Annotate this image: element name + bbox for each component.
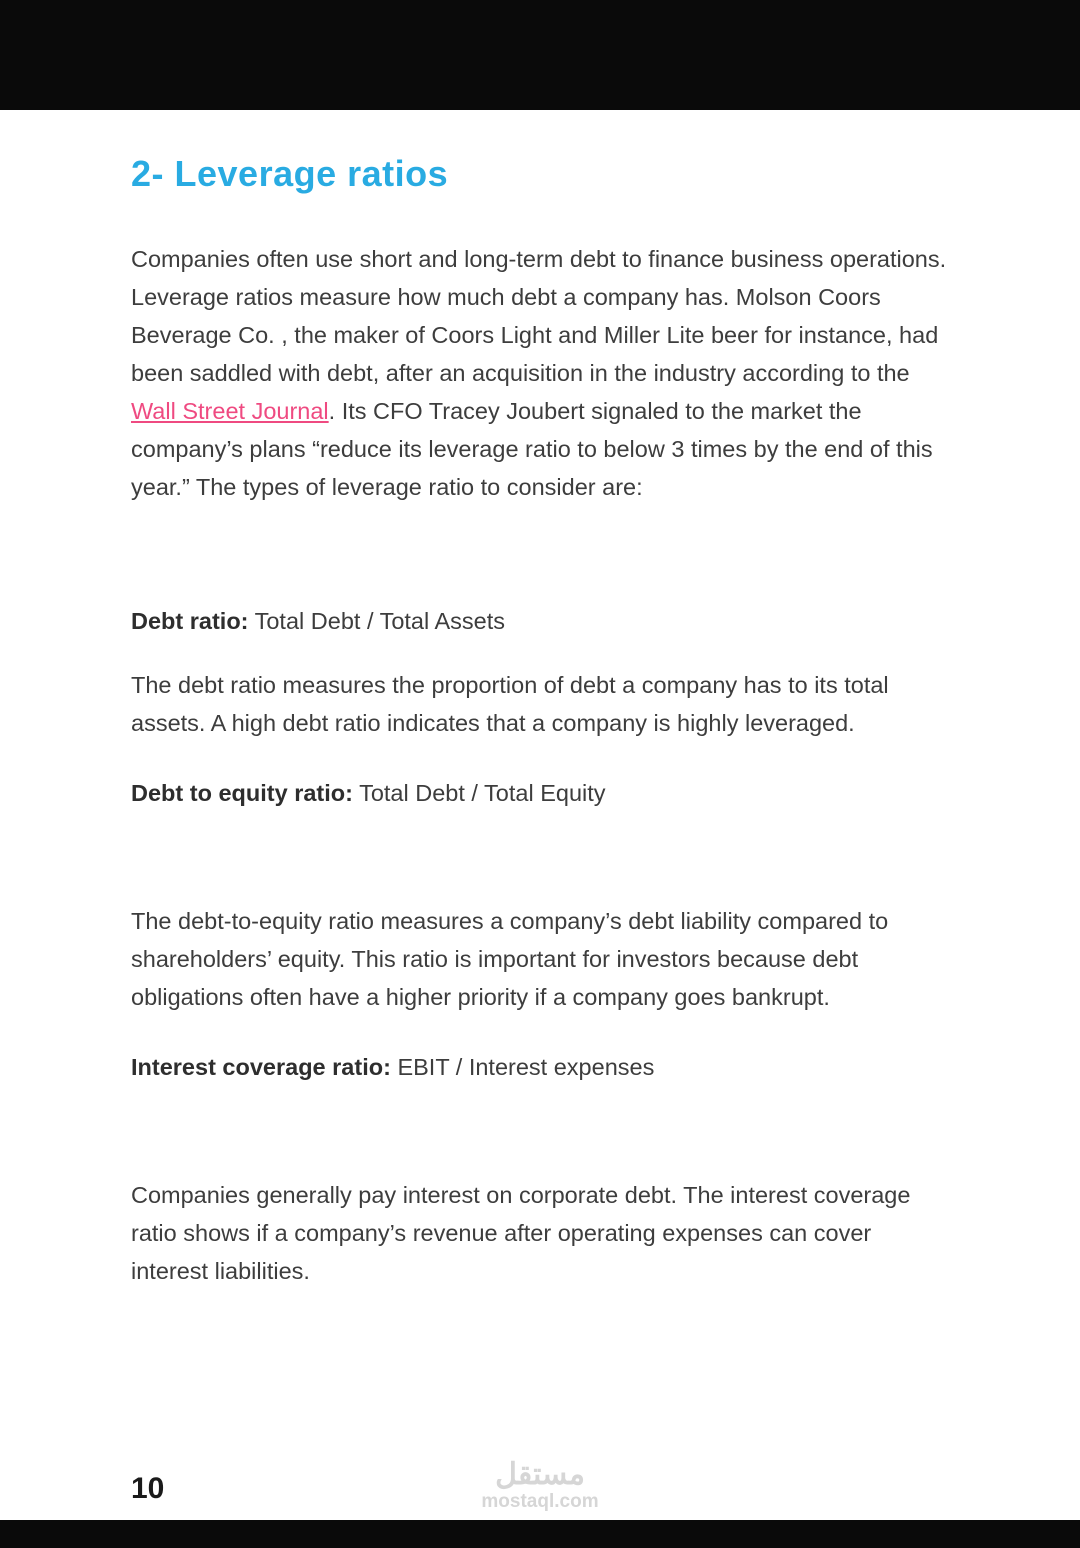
debt-ratio-heading-line [131, 602, 949, 640]
debt-to-equity-heading: Debt to equity ratio: [131, 780, 353, 806]
debt-ratio-body: The debt ratio measures the proportion of debt a company has to its total assets. A high debt ratio indicates that a company is highly leveraged. [131, 672, 889, 736]
watermark-latin-text: mostaql.com [481, 1491, 599, 1512]
page-content [0, 110, 1080, 1290]
debt-to-equity-body: The debt-to-equity ratio measures a company’s debt liability compared to shareholders’ equity. This ratio is important for investors because debt obligations often have a higher priority if a company goes bankrupt. [131, 908, 889, 1010]
document-page [0, 110, 1080, 1520]
interest-coverage-heading: Interest coverage ratio: [131, 1054, 391, 1080]
debt-ratio-heading: Debt ratio: [131, 608, 249, 634]
debt-ratio-formula: Total Debt / Total Assets [254, 608, 505, 634]
interest-coverage-heading-line [131, 1048, 949, 1086]
intro-text-before: Companies often use short and long-term debt to finance business operations. Leverage ratios measure how much debt a company has. Molson Coors Beverage Co. , the maker of Coors Light and Miller Lite beer for instance, had been saddled with debt, after an acquisition in the industry according to the [131, 246, 947, 386]
watermark-arabic-text: مستقل [495, 1458, 585, 1491]
page-title: 2- Leverage ratios [131, 153, 449, 194]
wall-street-journal-link[interactable]: Wall Street Journal [131, 398, 329, 424]
interest-coverage-body: Companies generally pay interest on corporate debt. The interest coverage ratio shows if a company’s revenue after operating expenses can cover interest liabilities. [131, 1182, 911, 1284]
debt-to-equity-heading-line [131, 774, 949, 812]
watermark [0, 1460, 1080, 1514]
debt-to-equity-formula: Total Debt / Total Equity [359, 780, 606, 806]
intro-text-after: . Its CFO Tracey Joubert signaled to the market the company’s plans “reduce its leverage ratio to below 3 times by the end of this year.” The types of leverage ratio to consider are: [131, 398, 933, 500]
intro-paragraph [131, 240, 949, 506]
interest-coverage-formula: EBIT / Interest expenses [397, 1054, 655, 1080]
page-number: 10 [131, 1472, 165, 1505]
